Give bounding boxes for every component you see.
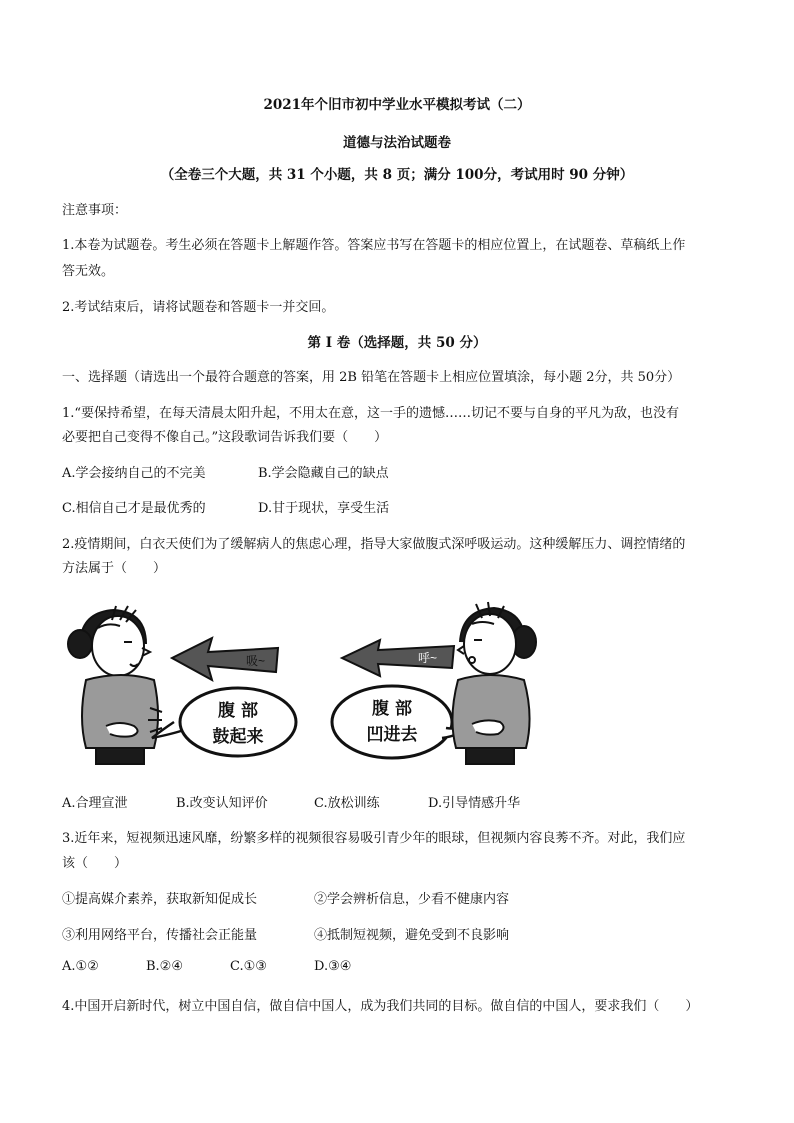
q3-option-b: B.②④ [146, 959, 183, 974]
notice-item-1-line-2: 答无效。 [62, 264, 115, 279]
notice-item-1-line-1: 1.本卷为试题卷。考生必须在答题卡上解题作答。答案应书写在答题卡的相应位置上，在试题卷、草稿纸上作 [62, 238, 686, 253]
q2-option-a: A.合理宣泄 [62, 796, 128, 811]
q2-stem-line-1: 2.疫情期间，白衣天使们为了缓解病人的焦虑心理，指导大家做腹式深呼吸运动。这种缓解压力、调控情绪的 [62, 537, 686, 552]
subject-title: 道德与法治试题卷 [343, 135, 451, 151]
exam-info: （全卷三个大题，共 31 个小题，共 8 页；满分 100分，考试用时 90 分钟） [160, 167, 634, 183]
q1-stem-line-1: 1.“要保持希望，在每天清晨太阳升起，不用太在意，这一手的遗憾……切记不要与自身的平凡为敌，也没有 [62, 406, 680, 421]
q3-option-a: A.①② [62, 959, 99, 974]
section-1-title: 一、选择题（请选出一个最符合题意的答案，用 2B 铅笔在答题卡上相应位置填涂，每小题 2分，共 50分） [62, 370, 681, 385]
q3-stem-line-2: 该（ ） [62, 856, 128, 871]
exam-title: 2021年个旧市初中学业水平模拟考试（二） [263, 97, 531, 113]
q2-option-b: B.改变认知评价 [176, 796, 268, 811]
exhale-arrow-icon [342, 640, 454, 676]
q1-option-c: C.相信自己才是最优秀的 [62, 501, 206, 516]
exhale-label: 呼~ [418, 651, 438, 665]
inhale-label: 吸~ [246, 654, 266, 668]
q3-statement-3: ③利用网络平台，传播社会正能量 [62, 928, 258, 943]
breathing-illustration [62, 598, 542, 766]
q3-option-c: C.①③ [230, 959, 267, 974]
notice-heading: 注意事项： [62, 203, 128, 218]
q2-option-d: D.引导情感升华 [428, 796, 521, 811]
right-person-figure [452, 602, 536, 764]
q3-statement-4: ④抵制短视频，避免受到不良影响 [314, 928, 510, 943]
notice-item-2: 2.考试结束后，请将试题卷和答题卡一并交回。 [62, 300, 335, 315]
q2-option-c: C.放松训练 [314, 796, 380, 811]
left-bubble-line-1: 腹 部 [218, 701, 258, 721]
right-speech-bubble [332, 686, 470, 758]
right-bubble-line-1: 腹 部 [372, 699, 412, 719]
q3-statement-1: ①提高媒介素养，获取新知促成长 [62, 892, 258, 907]
q3-option-d: D.③④ [314, 959, 352, 974]
q1-option-a: A.学会接纳自己的不完美 [62, 466, 206, 481]
q1-option-d: D.甘于现状，享受生活 [258, 501, 390, 516]
right-bubble-line-2: 凹进去 [366, 725, 418, 745]
q4-stem-line-1: 4.中国开启新时代，树立中国自信，做自信中国人，成为我们共同的目标。做自信的中国人，要求我们（ ） [62, 999, 699, 1014]
part-1-heading: 第 I 卷（选择题，共 50 分） [307, 335, 487, 351]
q1-option-b: B.学会隐藏自己的缺点 [258, 466, 389, 481]
q2-stem-line-2: 方法属于（ ） [62, 561, 167, 576]
q3-stem-line-1: 3.近年来，短视频迅速风靡，纷繁多样的视频很容易吸引青少年的眼球，但视频内容良莠不齐。对此，我们应 [62, 831, 686, 846]
q1-stem-line-2: 必要把自己变得不像自己。”这段歌词告诉我们要（ ） [62, 430, 388, 445]
left-bubble-line-2: 鼓起来 [212, 727, 264, 747]
q3-statement-2: ②学会辨析信息，少看不健康内容 [314, 892, 510, 907]
left-person-figure [68, 606, 158, 764]
